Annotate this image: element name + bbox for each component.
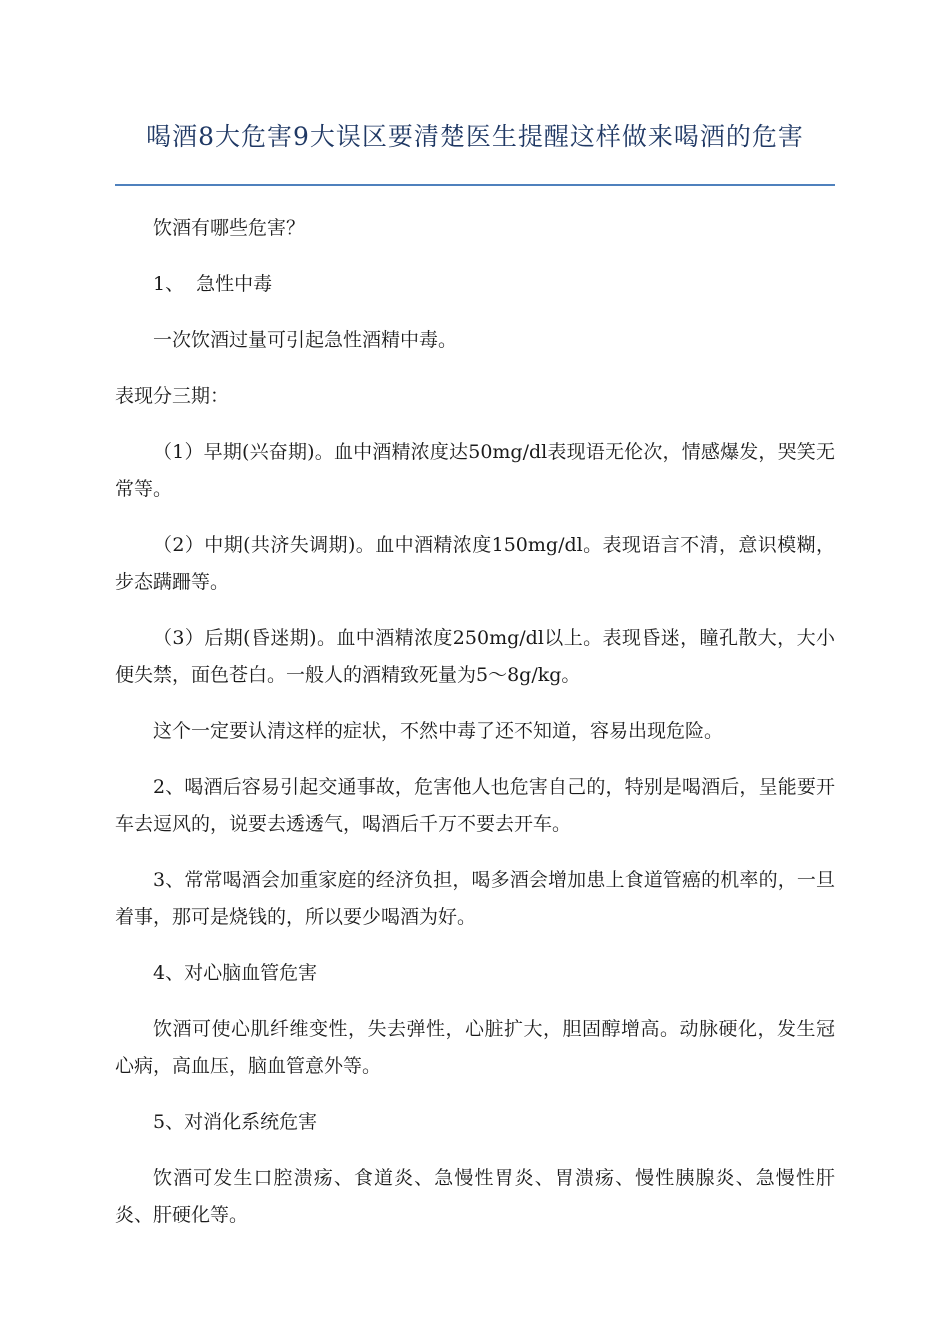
paragraph: 饮酒有哪些危害？ — [153, 217, 306, 239]
document-title: 喝酒8大危害9大误区要清楚医生提醒这样做来喝酒的危害 — [146, 122, 804, 151]
paragraph: 2、喝酒后容易引起交通事故，危害他人也危害自己的，特别是喝酒后，呈能要开车去逗风的，说要去透透气，喝酒后千万不要去开车。 — [115, 776, 835, 835]
paragraph: 这个一定要认清这样的症状，不然中毒了还不知道，容易出现危险。 — [153, 720, 724, 742]
paragraph: 表现分三期： — [115, 385, 230, 407]
paragraph: 1、 急性中毒 — [153, 273, 273, 295]
paragraph: 饮酒可发生口腔溃疡、食道炎、急慢性胃炎、胃溃疡、慢性胰腺炎、急慢性肝炎、肝硬化等。 — [115, 1167, 835, 1226]
paragraph: 一次饮酒过量可引起急性酒精中毒。 — [153, 329, 458, 351]
paragraph: 4、对心脑血管危害 — [153, 962, 318, 984]
paragraph: 5、对消化系统危害 — [153, 1111, 318, 1133]
paragraph: 饮酒可使心肌纤维变性，失去弹性，心脏扩大，胆固醇增高。动脉硬化，发生冠心病，高血压，脑血管意外等。 — [115, 1018, 835, 1077]
paragraph: （1）早期(兴奋期)。血中酒精浓度达50mg/dl表现语无伦次，情感爆发，哭笑无常等。 — [115, 441, 835, 500]
paragraph: （2）中期(共济失调期)。血中酒精浓度150mg/dl。表现语言不清，意识模糊，步态蹒跚等。 — [115, 534, 835, 593]
paragraph: 3、常常喝酒会加重家庭的经济负担，喝多酒会增加患上食道管癌的机率的，一旦着事，那可是烧钱的，所以要少喝酒为好。 — [115, 869, 835, 928]
paragraph: （3）后期(昏迷期)。血中酒精浓度250mg/dl以上。表现昏迷，瞳孔散大，大小便失禁，面色苍白。一般人的酒精致死量为5～8g/kg。 — [115, 627, 835, 686]
title-underline — [115, 184, 835, 186]
document-body — [115, 210, 835, 1253]
